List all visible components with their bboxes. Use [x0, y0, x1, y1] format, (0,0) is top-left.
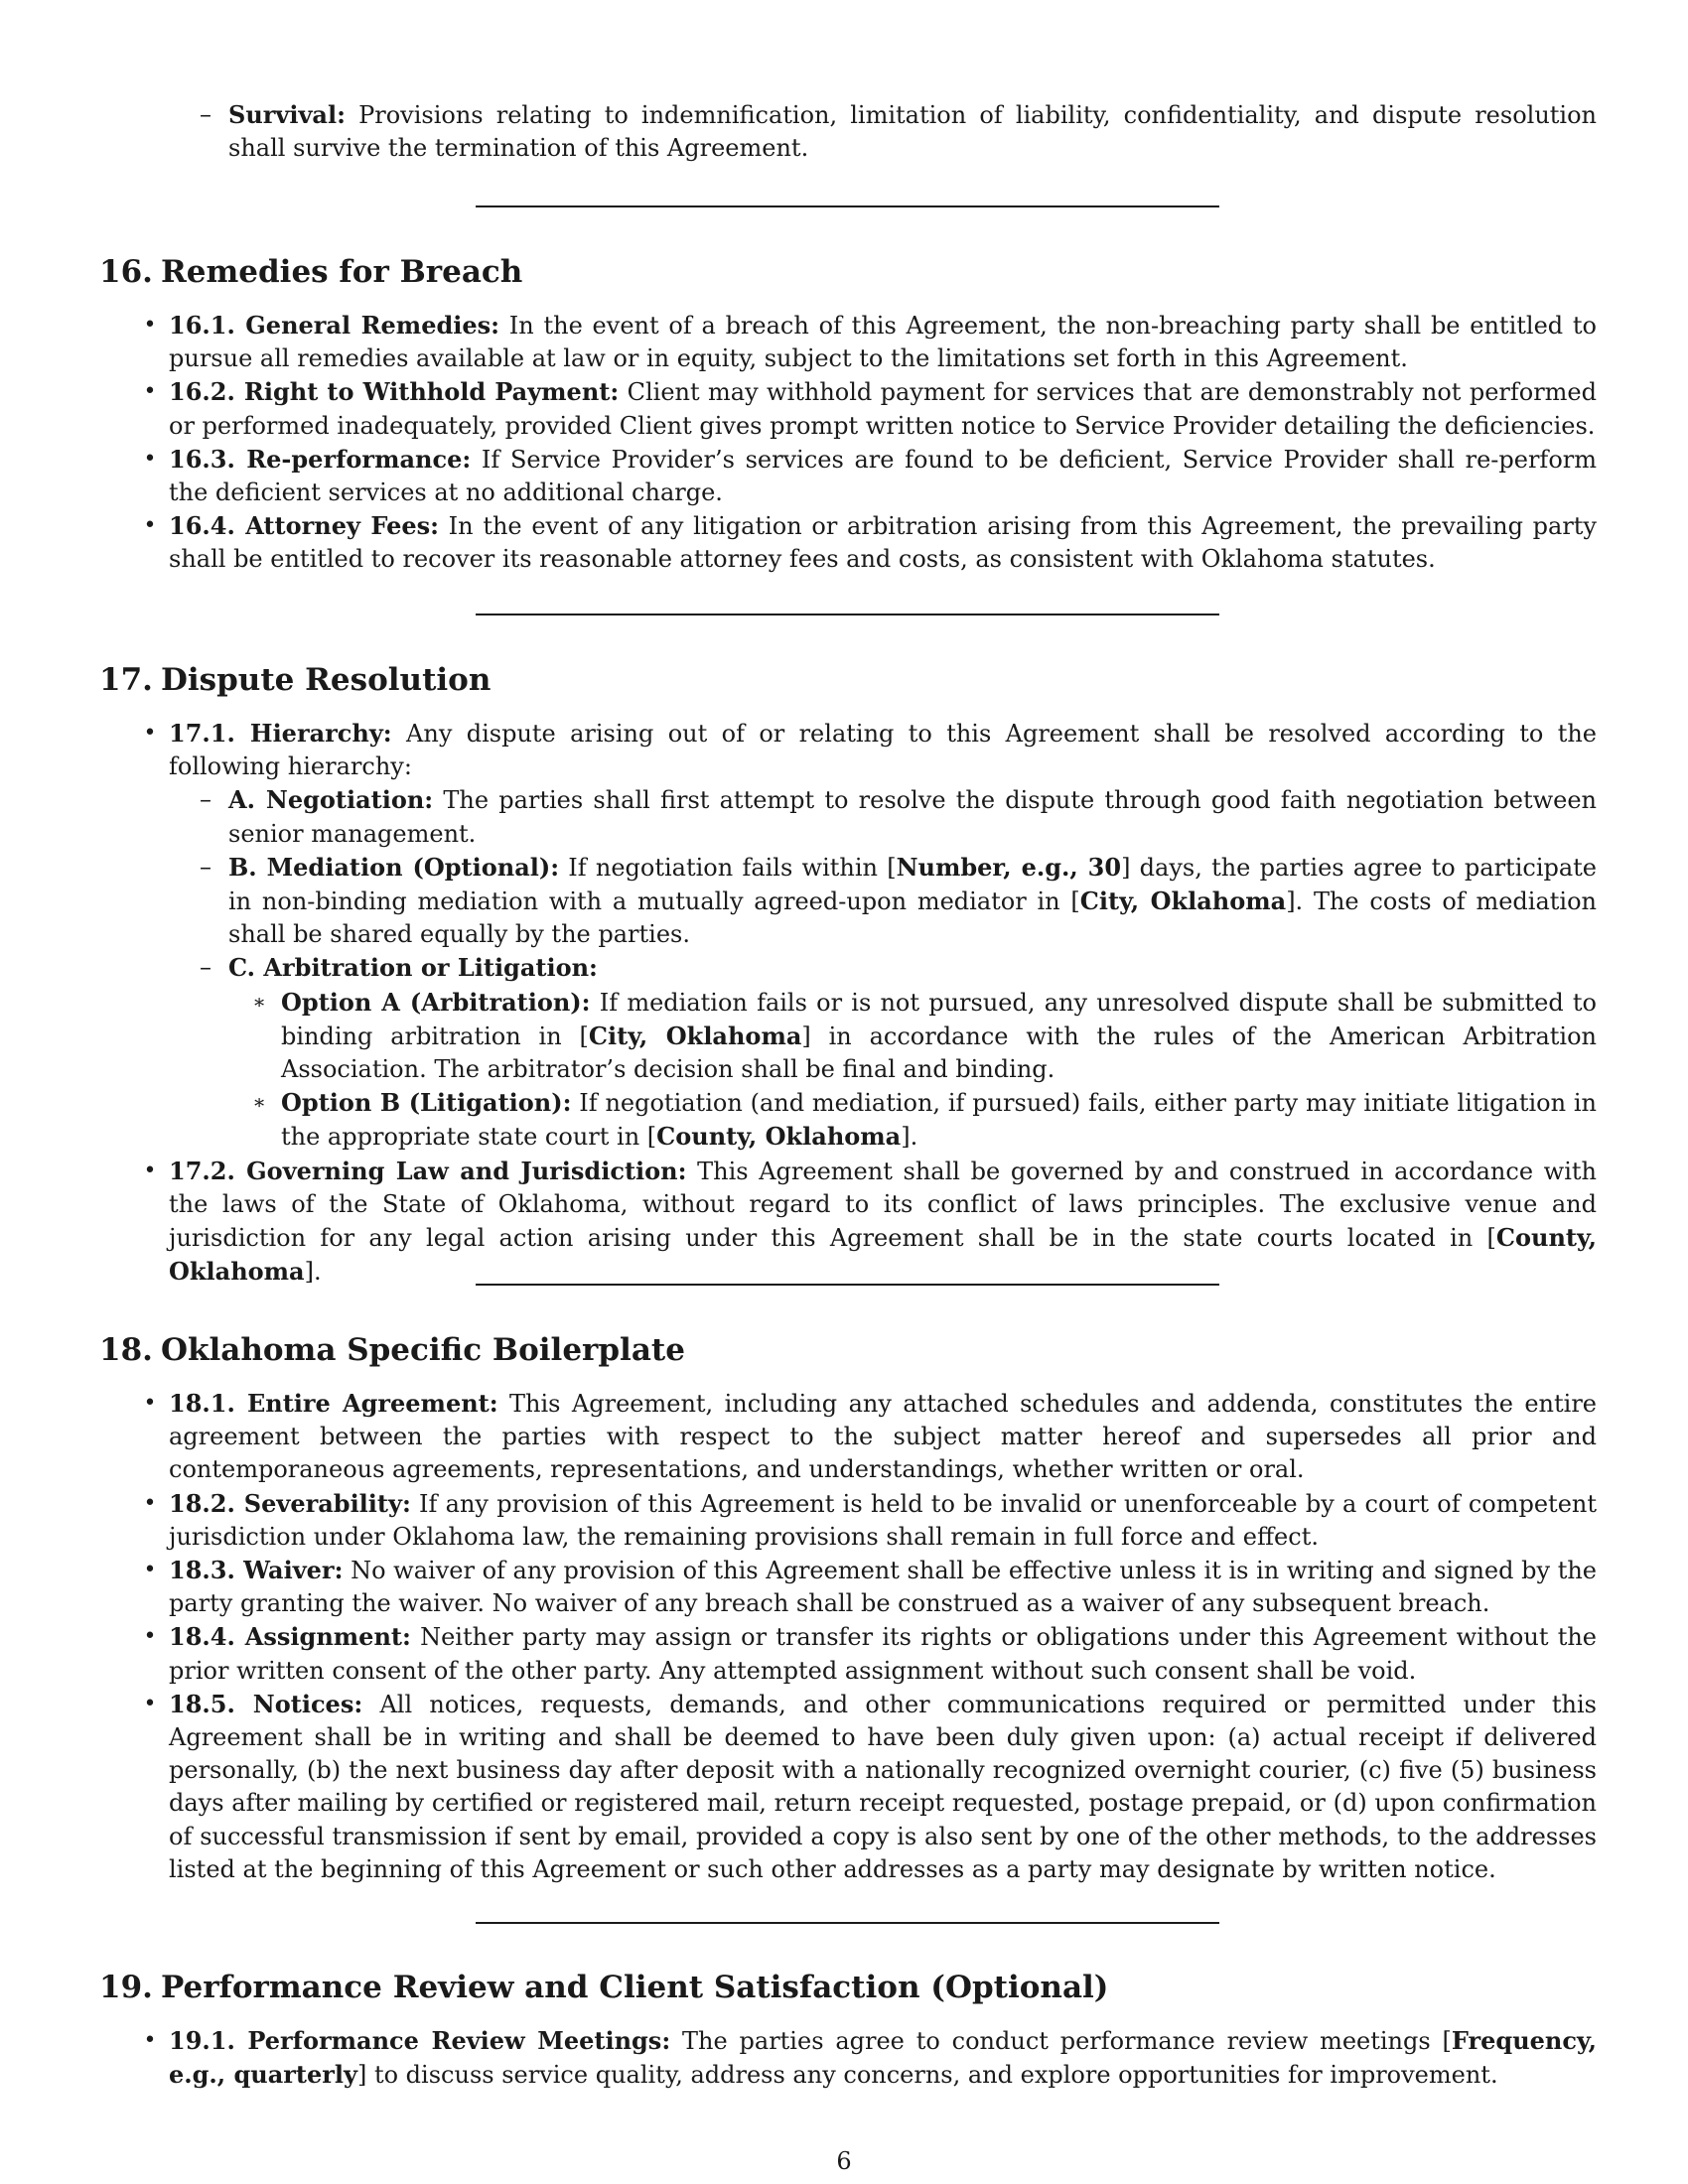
- clause-label: 16.2. Right to Withhold Payment:: [169, 377, 620, 407]
- section-title: Remedies for Breach: [161, 254, 523, 290]
- bullet-marker: •: [143, 721, 157, 746]
- section-19-list: [0, 2024, 1688, 2092]
- section-16-list: [0, 309, 1688, 577]
- section-17-heading: [99, 660, 491, 700]
- clause-label: 18.2. Severability:: [169, 1488, 411, 1518]
- clause-text: This Agreement shall be governed by and construed in accordance with the laws of the State of Oklahoma, without regard to its conflict of laws principles. The exclusive venue and jurisdiction for any legal action arising under this Agreement shall be in the state courts located in [: [169, 1157, 1597, 1253]
- clause-text: If mediation fails or is not pursued, any unresolved dispute shall be submitted to binding arbitration in [: [281, 988, 1598, 1050]
- clause-label: Option B (Litigation):: [281, 1088, 572, 1118]
- clause-label: 18.1. Entire Agreement:: [169, 1389, 498, 1418]
- bullet-marker: •: [143, 513, 157, 539]
- clause-text: Client may withhold payment for services that are demonstrably not performed or performed inadequately, provided Client gives prompt written notice to Service Provider detailing the deficiencies.: [169, 378, 1597, 440]
- bullet-marker: •: [143, 379, 157, 405]
- placeholder: City, Oklahoma: [1079, 887, 1287, 916]
- placeholder: Number, e.g., 30: [896, 852, 1122, 882]
- dash-marker: –: [200, 852, 211, 881]
- clause-text: ]. The costs of mediation shall be shared equally by the parties.: [228, 887, 1597, 949]
- clause-label: B. Mediation (Optional):: [228, 852, 560, 882]
- bullet-marker: •: [143, 446, 157, 472]
- clause-label: A. Negotiation:: [228, 785, 434, 815]
- list-item: [143, 1387, 1597, 1487]
- clause-label: 18.5. Notices:: [169, 1689, 363, 1718]
- section-number: 16.: [99, 254, 153, 290]
- section-divider: [476, 614, 1219, 615]
- clause-text: Neither party may assign or transfer its rights or obligations under this Agreement without the prior written consent of the other party. Any attempted assignment without such consent shall be void.: [169, 1623, 1598, 1685]
- clause-text: Provisions relating to indemnification, limitation of liability, confidentiality, and dispute resolution shall survive the termination of this Agreement.: [228, 101, 1597, 163]
- list-item: [143, 443, 1597, 509]
- list-item: [143, 717, 1598, 783]
- clause-text: This Agreement, including any attached schedules and addenda, constitutes the entire agreement between the parties with respect to the subject matter hereof and supersedes all prior and contemporaneous agreements, representations, and understandings, whether written or oral.: [169, 1390, 1597, 1484]
- clause-label: Option A (Arbitration):: [281, 987, 591, 1017]
- survival-clause: [0, 98, 1688, 165]
- section-16-heading: [99, 252, 522, 292]
- clause-label: C. Arbitration or Litigation:: [228, 953, 598, 983]
- list-item: [143, 509, 1597, 576]
- page-number: 6: [836, 2147, 852, 2175]
- list-item: [143, 309, 1598, 375]
- list-item: [143, 1688, 1597, 1886]
- clause-text: In the event of any litigation or arbitration arising from this Agreement, the prevailing party shall be entitled to recover its reasonable attorney fees and costs, as consistent with Oklahoma statutes.: [169, 512, 1597, 574]
- clause-text: ].: [901, 1123, 918, 1152]
- clause-label: 19.1. Performance Review Meetings:: [169, 2026, 671, 2055]
- placeholder: County, Oklahoma: [169, 1223, 1597, 1287]
- clause-label: 16.4. Attorney Fees:: [169, 511, 439, 541]
- clause-label: 16.3. Re-performance:: [169, 444, 472, 474]
- placeholder: City, Oklahoma: [588, 1021, 802, 1050]
- clause-text: If negotiation (and mediation, if pursued) fails, either party may initiate litigation in the appropriate state court in [: [281, 1089, 1597, 1152]
- section-divider: [476, 1284, 1219, 1286]
- placeholder: Frequency, e.g., quarterly: [169, 2026, 1597, 2090]
- clause-text: The parties agree to conduct performance review meetings [: [670, 2027, 1452, 2055]
- clause-text: No waiver of any provision of this Agreement shall be effective unless it is in writing and signed by the party granting the waiver. No waiver of any breach shall be construed as a waiver of any subsequent breach.: [169, 1557, 1598, 1618]
- dash-marker: –: [200, 953, 211, 982]
- section-number: 19.: [99, 1970, 153, 2005]
- clause-text: In the event of a breach of this Agreement, the non-breaching party shall be entitled to pursue all remedies available at law or in equity, subject to the limitations set forth in this Agreement.: [169, 312, 1598, 373]
- list-item: [143, 1155, 1597, 1290]
- section-divider: [476, 1922, 1219, 1924]
- clause-text: If Service Provider’s services are found to be deficient, Service Provider shall re-perform the deficient services at no additional charge.: [169, 445, 1597, 507]
- clause-text: If negotiation fails within [: [559, 853, 897, 882]
- section-18-heading: [99, 1330, 685, 1370]
- bullet-marker: •: [143, 1490, 157, 1516]
- bullet-marker: •: [143, 2028, 157, 2053]
- clause-label: 17.2. Governing Law and Jurisdiction:: [169, 1156, 687, 1185]
- sub-item: [200, 851, 1598, 952]
- list-item: [143, 2024, 1597, 2092]
- sub-sub-item: [252, 986, 1598, 1087]
- sub-sub-item: [252, 1086, 1597, 1154]
- bullet-marker: •: [143, 1558, 157, 1583]
- section-number: 17.: [99, 662, 153, 698]
- section-19-heading: [99, 1968, 1108, 2007]
- section-divider: [476, 205, 1219, 207]
- clause-label: 18.4. Assignment:: [169, 1622, 411, 1652]
- clause-label: 16.1. General Remedies:: [169, 311, 500, 340]
- section-title: Oklahoma Specific Boilerplate: [161, 1332, 685, 1368]
- section-17-list: [0, 717, 1688, 1289]
- bullet-marker: •: [143, 1624, 157, 1650]
- list-item: [143, 1620, 1598, 1687]
- sub-item: [200, 951, 1597, 985]
- section-title: Dispute Resolution: [161, 662, 492, 698]
- clause-text: Any dispute arising out of or relating to this Agreement shall be resolved according to the following hierarchy:: [169, 720, 1598, 781]
- star-marker: ∗: [252, 989, 266, 1014]
- sub-item: [200, 783, 1597, 850]
- bullet-marker: •: [143, 1691, 157, 1716]
- section-number: 18.: [99, 1332, 153, 1368]
- clause-label: Survival:: [228, 100, 346, 129]
- clause-text: ] days, the parties agree to participate in non-binding mediation with a mutually agreed-upon mediator in [: [228, 853, 1598, 916]
- star-marker: ∗: [252, 1090, 266, 1115]
- dash-marker: –: [200, 785, 211, 814]
- bullet-marker: •: [143, 1391, 157, 1416]
- bullet-marker: •: [143, 313, 157, 338]
- dash-marker: –: [200, 100, 211, 128]
- placeholder: County, Oklahoma: [656, 1122, 902, 1152]
- section-title: Performance Review and Client Satisfaction (Optional): [161, 1970, 1109, 2005]
- clause-text: The parties shall first attempt to resolve the dispute through good faith negotiation between senior management.: [228, 786, 1597, 848]
- clause-text: ].: [304, 1258, 322, 1287]
- clause-label: 17.1. Hierarchy:: [169, 719, 392, 748]
- clause-text: All notices, requests, demands, and other communications required or permitted under this Agreement shall be in writing and shall be deemed to have been duly given upon: (a) actual receipt if delivered personally, (b) the next business day after deposit with a nationally recognized overnight courier, (c) five (5) business days after mailing by certified or registered mail, return receipt requested, postage prepaid, or (d) upon confirmation of successful transmission if sent by email, provided a copy is also sent by one of the other methods, to the addresses listed at the beginning of this Agreement or such other addresses as a party may designate by written notice.: [169, 1690, 1597, 1883]
- list-item: [143, 1487, 1597, 1554]
- clause-text: ] in accordance with the rules of the American Arbitration Association. The arbitrator’s decision shall be final and binding.: [281, 1022, 1597, 1084]
- list-item: [143, 1554, 1598, 1620]
- clause-label: 18.3. Waiver:: [169, 1556, 344, 1585]
- bullet-marker: •: [143, 1158, 157, 1183]
- list-item: [143, 375, 1597, 442]
- clause-text: If any provision of this Agreement is held to be invalid or unenforceable by a court of competent jurisdiction under Oklahoma law, the remaining provisions shall remain in full force and effect.: [169, 1489, 1597, 1551]
- section-18-list: [0, 1387, 1688, 1886]
- clause-text: ] to discuss service quality, address any concerns, and explore opportunities for improvement.: [356, 2061, 1498, 2090]
